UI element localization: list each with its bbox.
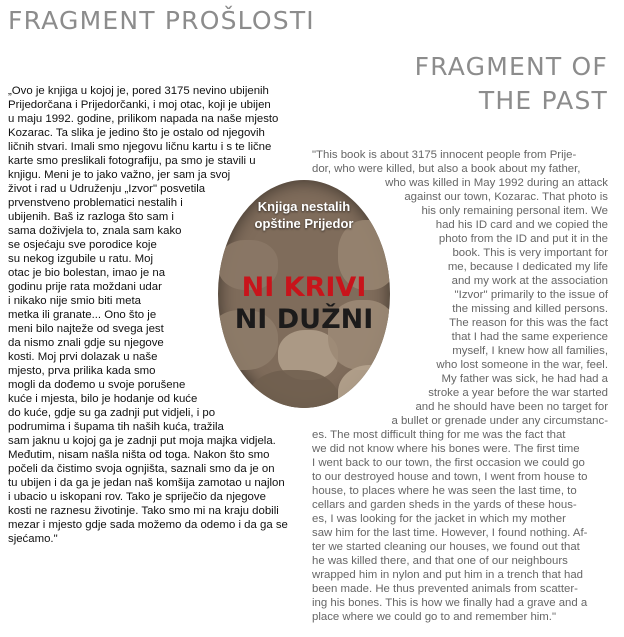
- text-line: My father was sick, he had had a: [441, 373, 608, 385]
- text-line: „Ovo je knjiga u kojoj je, pored 3175 nevino ubijenih: [8, 85, 269, 97]
- text-line: podrumima i šupama tih naših kuća, tražila: [8, 421, 224, 433]
- text-line: život i rad u Udruženju „Izvor" posvetila: [8, 183, 206, 195]
- text-line: sjećamo.": [8, 533, 58, 545]
- book-title: [218, 272, 390, 336]
- text-line: against our town, Kozarac. That photo is: [404, 191, 608, 203]
- text-line: su nekog izgubile u ratu. Moj: [8, 253, 153, 265]
- text-line: počeli da čistimo svoja ognjišta, saznali smo da je on: [8, 463, 275, 475]
- text-line: i nikako nije smio biti meta: [8, 295, 141, 307]
- text-line: ''Izvor'' primarily to the issue of: [454, 289, 608, 301]
- text-line: meni bilo najteže od svega jest: [8, 323, 164, 335]
- text-line: house, to places where he was seen the last time, to: [312, 485, 577, 497]
- text-line: "This book is about 3175 innocent people from Prije-: [312, 149, 577, 161]
- text-line: da nismo znali gdje su njegove: [8, 337, 164, 349]
- text-line: tu ubijen i da ga je jedan naš komšija zamotao u najlon: [8, 477, 285, 489]
- text-line: es. The most difficult thing for me was the fact that: [312, 429, 566, 441]
- text-line: otac je bio bolestan, imao je na: [8, 267, 166, 279]
- text-line: that I had the same experience: [451, 331, 608, 343]
- text-line: sam jaknu u kojoj ga je zadnji put moja majka vidjela.: [8, 435, 276, 447]
- text-line: place where we could go to and remember him.": [312, 611, 557, 623]
- text-line: he was killed there, and that one of our neighbours: [312, 555, 568, 567]
- title-line: THE PAST: [478, 86, 608, 115]
- text-line: myself, I knew how all families,: [452, 345, 608, 357]
- text-line: had his ID card and we copied the: [435, 219, 608, 231]
- text-line: me, because I dedicated my life: [447, 261, 608, 273]
- text-line: ing his bones. This is how we finally had a grave and a: [312, 597, 588, 609]
- title-line: FRAGMENT OF: [414, 52, 608, 81]
- text-line: Prijedorčana i Prijedorčanki, i moj otac, koji je ubijen: [8, 99, 271, 111]
- text-line: prvenstveno problematici nestalih i: [8, 197, 183, 209]
- text-line: mezar i mjesto gdje sada možemo da odemo i da ga se: [8, 519, 288, 531]
- book-subtitle: [218, 198, 390, 232]
- text-line: I went back to our town, the first occasion we could go: [312, 457, 585, 469]
- text-line: sama doživjela to, znala sam kako: [8, 225, 182, 237]
- text-line: i ubacio u iskopani rov. Tako je spriječio da njegove: [8, 491, 266, 503]
- book-title-line: NI DUŽNI: [234, 304, 374, 335]
- text-line: karte smo preslikali fotografiju, pa smo je stavili u: [8, 155, 256, 167]
- page-title: FRAGMENT PROŠLOSTI: [8, 6, 315, 35]
- text-line: u maju 1992. godine, prilikom napada na naše mjesto: [8, 113, 279, 125]
- text-line: Kozarac. Ta slika je jedino što je ostalo od njegovih: [8, 127, 265, 139]
- text-line: who lost someone in the war, feel.: [436, 359, 608, 371]
- book-title-line: NI KRIVI: [241, 272, 367, 303]
- text-line: photo from the ID and put it in the: [438, 233, 608, 245]
- book-subtitle-line: Knjiga nestalih: [257, 199, 351, 214]
- text-line: do kuće, gdje su ga zadnji put vidjeli, i po: [8, 407, 216, 419]
- text-line: metka ili granate... Ono što je: [8, 309, 157, 321]
- text-line: and he should have been no target for: [415, 401, 608, 413]
- text-line: The reason for this was the fact: [449, 317, 608, 329]
- text-line: ličnih stvari. Imali smo njegovu ličnu kartu i s te lične: [8, 141, 272, 153]
- text-line: his only remaining personal item. We: [421, 205, 608, 217]
- text-line: kosti ne raznesu životinje. Tako smo mi na kraju dobili: [8, 505, 279, 517]
- text-line: cellars and garden sheds in the yards of these hous-: [312, 499, 577, 511]
- text-line: saw him for the last time. However, I found nothing. Af-: [312, 527, 588, 539]
- text-line: kosti. Moj prvi dolazak u naše: [8, 351, 158, 363]
- text-line: stroke a year before the war started: [428, 387, 608, 399]
- text-line: and my work at the association: [451, 275, 608, 287]
- text-line: ter we started cleaning our houses, we found out that: [312, 541, 580, 553]
- text-line: knjigu. Meni je to jako važno, jer sam ja svoj: [8, 169, 231, 181]
- text-line: a bullet or grenade under any circumstanc-: [391, 415, 608, 427]
- text-line: who was killed in May 1992 during an attack: [385, 177, 608, 189]
- text-line: the missing and killed persons.: [452, 303, 608, 315]
- text-line: Međutim, nisam našla ništa od toga. Nakon što smo: [8, 449, 270, 461]
- text-line: se osjećaju sve porodice koje: [8, 239, 157, 251]
- text-line: been made. He thus prevented animals from scatter-: [312, 583, 578, 595]
- text-line: dor, who were killed, but also a book about my father,: [312, 163, 581, 175]
- book-cover-image: [218, 180, 390, 408]
- book-subtitle-line: opštine Prijedor: [254, 216, 354, 231]
- text-line: to our destroyed house and town, I went from house to: [312, 471, 588, 483]
- text-line: kuće i mjesta, bilo je hodanje od kuće: [8, 393, 198, 405]
- page-title-english: [415, 50, 608, 118]
- text-line: ubijenih. Baš iz razloga što sam i: [8, 211, 174, 223]
- text-line: we did not know where his bones were. The first time: [312, 443, 580, 455]
- text-line: mjesto, prva prilika kada smo: [8, 365, 156, 377]
- text-line: wrapped him in nylon and put him in a trench that had: [312, 569, 584, 581]
- text-line: godinu prije rata moždani udar: [8, 281, 162, 293]
- text-line: es, I was looking for the jacket in which my mother: [312, 513, 566, 525]
- text-line: book. This is very important for: [452, 247, 608, 259]
- text-line: mogli da dođemo u svoje porušene: [8, 379, 186, 391]
